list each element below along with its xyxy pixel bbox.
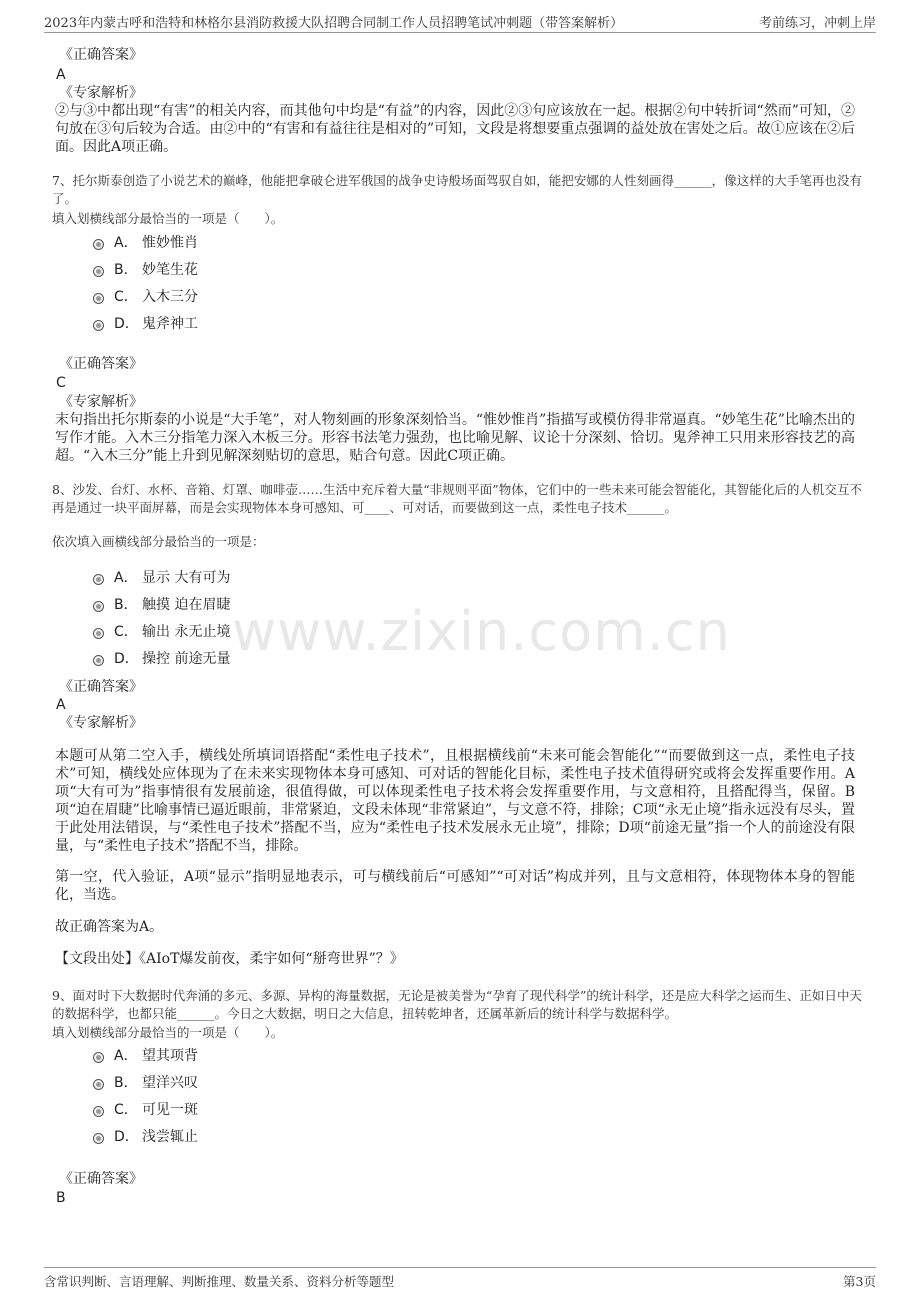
analysis-text: 故正确答案为A。 <box>55 919 164 935</box>
option-b[interactable]: B． 妙笔生花 <box>93 255 198 282</box>
analysis-text: 本题可从第二空入手，横线处所填词语搭配“柔性电子技术”，且根据横线前“未来可能会智能化”“而要做到这一点，柔性电子技术”可知，横线处应体现为了在未来实现物体本身可感知、可对话的智能化目标，柔性电子技术值得研究或将会发挥重要作用。A项“大有可为”指事情很有发展前途，很值得做，可以体现柔性电子技术将会发挥重要作用，与文意相符，且搭配得当，保留。B项“迫在眉睫”比喻事情已逼近眼前，非常紧迫，文段未体现“非常紧迫”，与文意不符，排除；C项“永无止境”指永远没有尽头，置于此处用法错误，与“柔性电子技术”搭配不当，应为“柔性电子技术发展永无止境”，排除；D项“前途无量”指一个人的前途没有限量，与“柔性电子技术”搭配不当，排除。 <box>55 748 855 854</box>
radio-icon[interactable] <box>93 574 104 585</box>
answer-value: A <box>56 67 66 83</box>
option-b[interactable]: B． 触摸 迫在眉睫 <box>93 590 230 617</box>
question-9: 9、面对时下大数据时代奔涌的多元、多源、异构的海量数据，无论是被美誉为“孕育了现代科学”的统计科学，还是应大科学之运而生、正如日中天的数据科学，也都只能______。今日之大数据，明日之大信息，扭转乾坤者，还属革新后的统计科学与数据科学。 <box>52 988 862 1021</box>
correct-answer-label: 《正确答案》 <box>59 47 143 63</box>
option-c[interactable]: C． 入木三分 <box>93 282 198 309</box>
source-citation: 【文段出处】《AIoT爆发前夜，柔宇如何“掰弯世界”？》 <box>55 951 404 967</box>
answer-value: B <box>56 1190 66 1206</box>
page-header <box>44 10 876 33</box>
radio-icon[interactable] <box>93 266 104 277</box>
radio-icon[interactable] <box>93 1079 104 1090</box>
option-b[interactable]: B． 望洋兴叹 <box>93 1068 198 1095</box>
header-slogan: 考前练习，冲刺上岸 <box>758 16 876 31</box>
answer-value: C <box>56 375 66 391</box>
option-list <box>93 1041 198 1149</box>
option-a[interactable]: A． 惟妙惟肖 <box>93 228 198 255</box>
watermark: www.zixin.com.cn <box>232 600 731 663</box>
expert-analysis-label: 《专家解析》 <box>59 85 143 101</box>
option-c[interactable]: C． 输出 永无止境 <box>93 617 230 644</box>
correct-answer-label: 《正确答案》 <box>59 356 143 372</box>
page-footer <box>44 1267 876 1292</box>
question-7: 7、托尔斯泰创造了小说艺术的巅峰，他能把拿破仑进军俄国的战争史诗般场面驾驭自如，能把安娜的人性刻画得______，像这样的大手笔再也没有了。 <box>52 173 862 206</box>
analysis-text: ②与③中都出现“有害”的相关内容，而其他句中均是“有益”的内容，因此②③句应该放在一起。根据②句中转折词“然而”可知，②句放在③句后较为合适。由②中的“有害和有益往往是相对的”可知，文段是将想要重点强调的益处放在害处之后。故①应该在②后面。因此A项正确。 <box>55 103 855 155</box>
question-prompt: 填入划横线部分最恰当的一项是（ ）。 <box>52 1025 284 1040</box>
option-d[interactable]: D． 操控 前途无量 <box>93 644 230 671</box>
correct-answer-label: 《正确答案》 <box>59 679 143 695</box>
radio-icon[interactable] <box>93 293 104 304</box>
expert-analysis-label: 《专家解析》 <box>59 394 143 410</box>
option-d[interactable]: D． 鬼斧神工 <box>93 309 198 336</box>
radio-icon[interactable] <box>93 320 104 331</box>
option-a[interactable]: A． 望其项背 <box>93 1041 198 1068</box>
option-c[interactable]: C． 可见一斑 <box>93 1095 198 1122</box>
page-number: 第3页 <box>843 1274 876 1289</box>
radio-icon[interactable] <box>93 655 104 666</box>
option-d[interactable]: D． 浅尝辄止 <box>93 1122 198 1149</box>
answer-value: A <box>56 697 66 713</box>
analysis-text: 第一空，代入验证，A项“显示”指明显地表示，可与横线前后“可感知”“可对话”构成并列，且与文意相符，体现物体本身的智能化，当选。 <box>55 869 855 903</box>
question-prompt: 依次填入画横线部分最恰当的一项是： <box>52 534 265 549</box>
radio-icon[interactable] <box>93 1052 104 1063</box>
correct-answer-label: 《正确答案》 <box>59 1171 143 1187</box>
option-list <box>93 563 230 671</box>
option-list <box>93 228 198 336</box>
question-8: 8、沙发、台灯、水杯、音箱、灯罩、咖啡壶……生活中充斥着大量“非规则平面”物体，它们中的一些未来可能会智能化，其智能化后的人机交互不再是通过一块平面屏幕，而是会实现物体本身可感知、可____、可对话，而要做到这一点，柔性电子技术______。 <box>52 482 862 515</box>
radio-icon[interactable] <box>93 239 104 250</box>
radio-icon[interactable] <box>93 601 104 612</box>
option-a[interactable]: A． 显示 大有可为 <box>93 563 230 590</box>
radio-icon[interactable] <box>93 628 104 639</box>
radio-icon[interactable] <box>93 1133 104 1144</box>
footer-topics: 含常识判断、言语理解、判断推理、数量关系、资料分析等题型 <box>44 1274 395 1289</box>
analysis-text: 末句指出托尔斯泰的小说是“大手笔”，对人物刻画的形象深刻恰当。“惟妙惟肖”指描写或模仿得非常逼真。“妙笔生花”比喻杰出的写作才能。入木三分指笔力深入木板三分。形容书法笔力强劲，也比喻见解、议论十分深刻、恰切。鬼斧神工只用来形容技艺的高超。“入木三分”能上升到见解深刻贴切的意思，贴合句意。因此C项正确。 <box>55 412 855 464</box>
radio-icon[interactable] <box>93 1106 104 1117</box>
expert-analysis-label: 《专家解析》 <box>59 715 143 731</box>
document-title: 2023年内蒙古呼和浩特和林格尔县消防救援大队招聘合同制工作人员招聘笔试冲刺题（带答案解析） <box>44 16 624 31</box>
question-prompt: 填入划横线部分最恰当的一项是（ ）。 <box>52 211 284 226</box>
